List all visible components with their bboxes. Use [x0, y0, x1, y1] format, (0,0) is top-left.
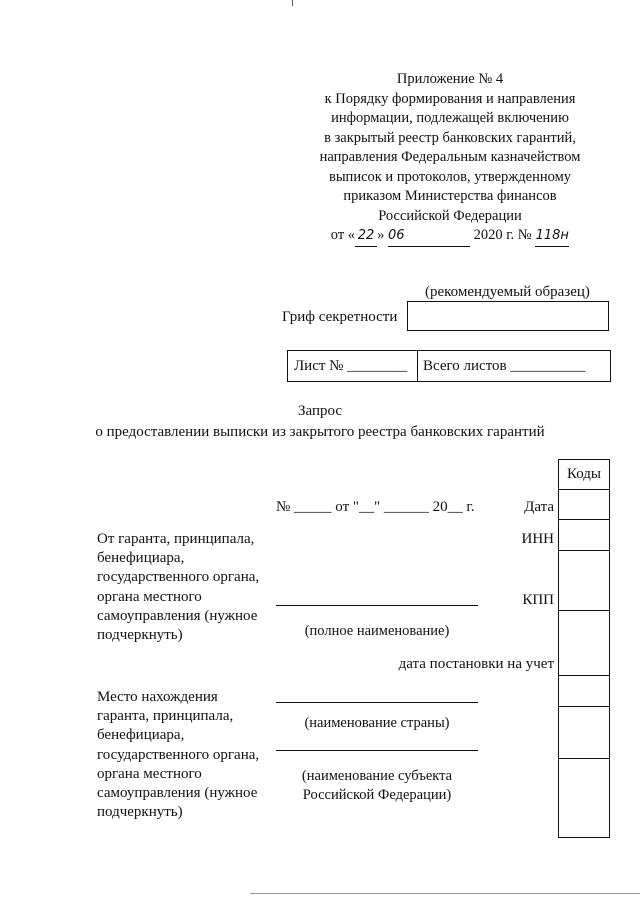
date-prefix: от « [330, 227, 356, 243]
full-name-input-line[interactable] [276, 605, 478, 606]
location-line: Место нахождения [97, 689, 218, 705]
sheet-info-box [287, 350, 611, 382]
code-cell-country[interactable] [559, 706, 609, 707]
appendix-line: информации, подлежащей включению [331, 110, 569, 126]
order-date-line [300, 226, 600, 247]
registration-date-label: дата постановки на учет [398, 656, 554, 672]
recommended-sample-label: (рекомендуемый образец) [425, 284, 590, 300]
code-cell-blank[interactable] [559, 550, 609, 551]
page-edge-line [250, 893, 640, 894]
location-line: самоуправления (нужное [97, 785, 258, 802]
location-block [97, 688, 259, 822]
full-name-caption: (полное наименование) [304, 623, 450, 639]
secrecy-field[interactable] [407, 301, 609, 331]
order-day: 22 [355, 226, 377, 247]
code-cell-inn[interactable] [559, 519, 609, 520]
codes-column [558, 459, 610, 838]
country-input-line[interactable] [276, 702, 478, 703]
request-title: Запрос [297, 403, 343, 419]
appendix-header [300, 70, 600, 247]
subject-caption-line-2: Российской Федерации) [302, 787, 452, 803]
request-number-line[interactable]: № _____ от "__" ______ 20__ г. [276, 499, 475, 515]
order-number: 118н [535, 226, 569, 247]
appendix-line: в закрытый реестр банковских гарантий, [324, 129, 576, 146]
kpp-label: КПП [522, 592, 554, 608]
appendix-line: приказом Министерства финансов [343, 188, 557, 204]
total-sheets-field[interactable]: Всего листов __________ [423, 358, 586, 374]
sheet-number-field[interactable]: Лист № ________ [294, 358, 408, 374]
scan-mark [292, 0, 293, 6]
subject-input-line[interactable] [276, 750, 478, 751]
location-line: гаранта, принципала, [97, 708, 234, 725]
country-caption: (наименование страны) [304, 715, 450, 731]
location-line: органа местного [97, 765, 202, 782]
appendix-line: Российской Федерации [378, 207, 522, 224]
codes-header: Коды [566, 466, 602, 482]
location-line: государственного органа, [97, 746, 260, 763]
from-line: подчеркнуть) [97, 627, 183, 644]
from-line: бенефициара, [97, 550, 185, 567]
date-mid: » [377, 227, 385, 243]
sheet-divider [417, 351, 418, 381]
appendix-line: Приложение № 4 [396, 71, 504, 87]
subject-caption-line-1: (наименование субъекта [301, 768, 453, 784]
location-line: подчеркнуть) [97, 804, 183, 821]
request-subtitle: о предоставлении выписки из закрытого реестра банковских гарантий [95, 424, 545, 440]
from-line: От гаранта, принципала, [97, 531, 255, 547]
appendix-line: выписок и протоколов, утвержденному [328, 168, 572, 185]
date-label: Дата [524, 499, 554, 515]
appendix-line: к Порядку формирования и направления [324, 90, 576, 107]
from-line: самоуправления (нужное [97, 607, 258, 624]
code-cell-date[interactable] [559, 489, 609, 490]
code-cell-reg-date[interactable] [559, 675, 609, 676]
secrecy-label: Гриф секретности [282, 309, 398, 325]
order-year: 2020 г. № [473, 227, 532, 243]
from-line: органа местного [97, 588, 202, 605]
location-line: бенефициара, [97, 727, 185, 744]
code-cell-kpp[interactable] [559, 610, 609, 611]
from-block [97, 530, 259, 645]
appendix-line: направления Федеральным казначейством [319, 149, 581, 165]
code-cell-subject[interactable] [559, 758, 609, 759]
inn-label: ИНН [521, 531, 554, 547]
from-line: государственного органа, [97, 569, 260, 586]
order-month: 06 [388, 226, 470, 247]
